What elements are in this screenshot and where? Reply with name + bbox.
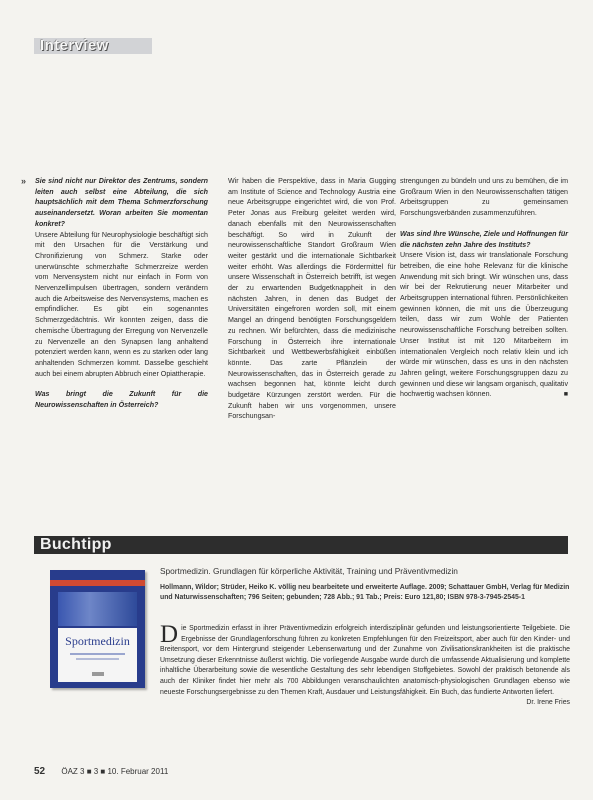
article-column-1 <box>21 176 208 411</box>
article-column-3 <box>400 176 568 400</box>
book-cover-subtitle-line <box>70 653 125 655</box>
book-cover-author-line <box>76 658 119 660</box>
book-review <box>160 621 570 709</box>
question-3: Was sind Ihre Wünsche, Ziele und Hoffnungen für die nächsten zehn Jahre des Instituts? <box>400 229 568 249</box>
reviewer-name: Dr. Irene Fries <box>526 699 570 707</box>
review-text: ie Sportmedizin erfasst in ihrer Präventivmedizin erfolgreich interdisziplinär gefunden und leistungsorientierte Teilgebiete. Die Ergebnisse der Grundlagenforschung führen zu konkreten Empfehlungen für den Freizeitsport, aber auch für den Kinder- und Breitensport, vor dem Hintergrund steigender Lebenserwartung und der Zunahme von Zivilisationskrankheiten ist die praktische Umsetzung dieser Erkenntnisse äußerst wichtig. Die vorliegende Ausgabe wurde durch die umfassende Aktualisierung und komplette inhaltliche Überarbeitung sowie die wesentliche Gestaltung des sehr lebendigen Stoffgebietes. Sowohl der praktisch betonende als auch der Kliniker findet hier mehr als 700 Abbildungen veranschaulichten anatomisch-physiologischen Grundlagen ebenso wie neueste Forschungsergebnisse zu den Themen Kraft, Ausdauer und Leistungsfähigkeit. Ein Buch, das fundierte Antworten liefert. <box>160 625 570 696</box>
answer-3 <box>400 250 568 400</box>
book-cover-photo <box>58 592 137 626</box>
section-tab-label: Interview <box>40 37 109 54</box>
page-footer <box>34 766 168 777</box>
answer-2: Wir haben die Perspektive, dass in Maria Gugging am Institute of Science and Technology Austria eine neue Arbeitsgruppe eingerichtet wird, die von Prof. Peter Jonas aus Freiburg geleitet werden wird, danach ebenfalls mit den Neurowissenschaften beschäftigt. So wird in Zukunft der neurowissenschaftliche Standort Großraum Wien weiter gestärkt und die internationale Sichtbarkeit weiter erhöht. Was allerdings die Fördermittel für unsere Wissenschaft in Österreich betrifft, ist wegen der zu erwartenden Budgetknappheit in den nächsten Jahren, in denen das Budget der Universitäten eingefroren worden soll, mit einem Mangel an dringend benötigten Forschungsgeldern zu rechnen. Wir befürchten, dass die medizinische Forschung in Österreich ihre internationale Sichtbarkeit und Wettbewerbsfähigkeit einbüßen könnte. Das zarte Pflänzlein der Neurowissenschaften, das in Österreich gerade zu wachsen begonnen hat, könnte leicht durch budgetäre Kürzungen zerstört werden. Für die Zukunft haben wir uns vorgenommen, unsere Forschungsan- <box>228 177 396 421</box>
book-title: Sportmedizin. Grundlagen für körperliche Aktivität, Training und Präventivmedizin <box>160 566 458 576</box>
review-dropcap: D <box>160 621 179 648</box>
answer-3-text: Unsere Vision ist, dass wir translationale Forschung betreiben, die eine hohe Relevanz für die klinische Anwendung mit sich bringt. Wir wünschen uns, dass wir bei der Rekrutierung neuer Mitarbeiter und Arbeitsgruppen international führen. Persönlichkeiten gewinnen können, die mit uns die Überzeugung teilen, dass wir zum Wohle der Patienten neurowissenschaftliche Forschung betreiben sollten. Unser Institut ist mit 120 Mitarbeitern im internationalen Vergleich noch relativ klein und ich würde mir wünschen, dass es uns in den nächsten Jahren gelingt, weitere Forschungsgruppen dazu zu gewinnen und diese wir langsam organisch, qualitativ hochwertig wachsen können. <box>400 251 568 399</box>
answer-1: Unsere Abteilung für Neurophysiologie beschäftigt sich mit den Ursachen für die Verstärkung und Chronifizierung von Schmerz. Starke oder unerwünschte schmerzhafte Schmerzreize werden vom Nervensystem nicht nur einfach in Form von Nervenzellimpulsen übertragen, sondern verändern auch die Arbeitsweise des Nervensystems, machen es empfindlicher. Es gibt ein sogenanntes Schmerzgedächtnis. Wir konnten zeigen, dass die chemische Übertragung der Erregung von Nervenzelle zu Nervenzelle an den Synapsen lang anhaltend potenziert werden kann, wenn es zu starken oder lang anhaltenden Schmerzen kommt. Dasselbe geschieht auch bei einem abrupten Abbruch einer Opiattherapie. <box>35 230 208 378</box>
question-marker-icon: » <box>21 176 27 186</box>
issue-info: ÖAZ 3 ■ 3 ■ 10. Februar 2011 <box>61 767 169 776</box>
buchtipp-heading: Buchtipp <box>40 536 112 553</box>
book-meta: Hollmann, Wildor; Strüder, Heiko K. völlig neu bearbeitete und erweiterte Auflage. 2009; Schattauer GmbH, Verlag für Medizin und Naturwissenschaften; 796 Seiten; gebunden; 728 Abb.; 91 Tab.; Preis: Euro 121,80; ISBN 978-3-7945-2545-1 <box>160 584 570 601</box>
book-cover-title: Sportmedizin <box>65 634 130 648</box>
question-1: Sie sind nicht nur Direktor des Zentrums, sondern leiten auch selbst eine Abteilung, die sich hauptsächlich mit dem Thema Schmerzforschung auseinandersetzt. Woran arbeiten Sie momentan konkret? <box>35 177 208 228</box>
article-end-mark: ■ <box>563 390 568 399</box>
section-tab <box>34 38 152 54</box>
book-cover-band <box>50 580 145 586</box>
answer-2-continued: strengungen zu bündeln und uns zu bemühen, die im Großraum Wien in den Neurowissenschaften tätigen Arbeitsgruppen zu gemeinsamen Forschungsverbänden zusammenzuführen. <box>400 177 568 218</box>
publisher-logo-icon <box>92 672 104 676</box>
question-2: Was bringt die Zukunft für die Neurowissenschaften in Österreich? <box>35 390 208 410</box>
buchtipp-heading-bar <box>34 536 568 554</box>
page-number: 52 <box>34 766 46 777</box>
book-cover-panel <box>58 628 137 682</box>
article-column-2 <box>228 176 396 422</box>
book-cover-image <box>50 570 145 688</box>
